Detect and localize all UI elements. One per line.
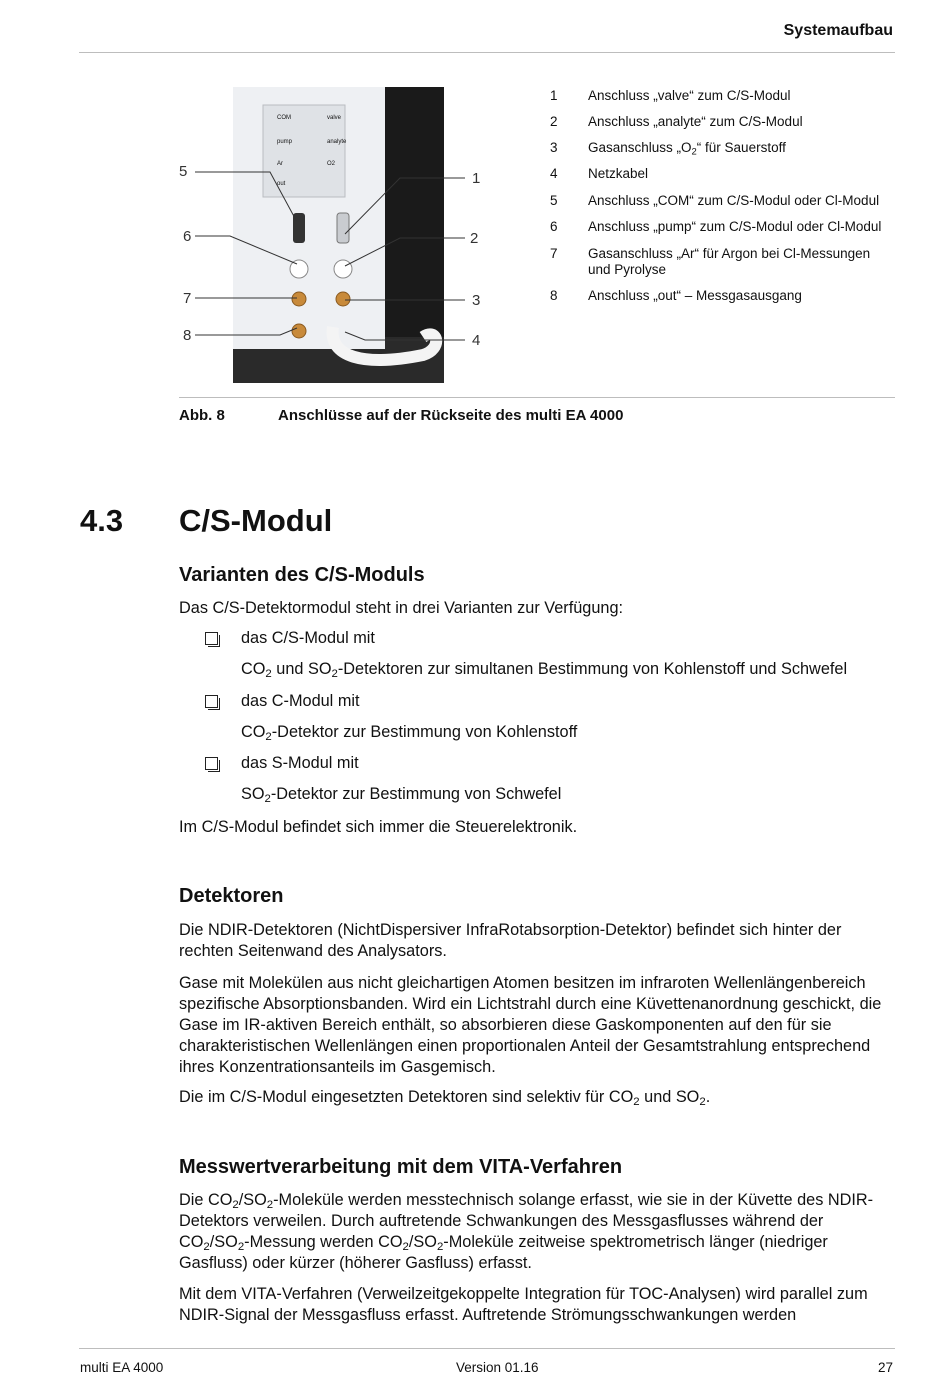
list-item-detail: $SO_2$-Detektor zur Bestimmung von Schwefel	[241, 785, 562, 805]
callout-2: 2	[470, 230, 479, 247]
legend-text: Anschluss „analyte“ zum C/S-Modul	[588, 114, 803, 129]
legend-text: Netzkabel	[588, 166, 649, 181]
subheading-vita: Messwertverarbeitung mit dem VITA-Verfahren	[179, 1156, 623, 1178]
legend-num: 2	[550, 114, 558, 129]
legend-num: 1	[550, 88, 558, 103]
checkbox-bullet-icon	[205, 757, 218, 770]
legend-num: 7	[550, 246, 558, 261]
panel-label-analyte: analyte	[327, 139, 347, 145]
callout-5: 5	[179, 163, 188, 180]
legend-text: Gasanschluss $„O_2“$ für Sauerstoff	[588, 140, 786, 158]
paragraph: Das C/S-Detektormodul steht in drei Varianten zur Verfügung:	[179, 599, 624, 617]
header-rule	[79, 52, 895, 53]
legend-num: 6	[550, 219, 558, 234]
panel-label-ar: Ar	[277, 161, 283, 167]
callout-4: 4	[472, 332, 481, 349]
subheading-varianten: Varianten des C/S-Moduls	[179, 564, 425, 586]
callout-8: 8	[183, 327, 192, 344]
paragraph: Die NDIR-Detektoren (NichtDispersiver InfraRotabsorption-Detektor) befindet sich hinter der rechten Seitenwand des Analysators.	[179, 921, 842, 960]
caption-rule	[179, 397, 895, 398]
paragraph: Mit dem VITA-Verfahren (Verweilzeitgekoppelte Integration für TOC-Analysen) wird parallel zum NDIR-Signal der Messgasfluss erfasst. Auftretende Strömungsschwankungen werden	[179, 1285, 868, 1324]
panel-label-pump: pump	[277, 139, 293, 145]
figure-caption-label: Abb. 8	[179, 407, 225, 424]
panel-label-valve: valve	[327, 115, 342, 121]
legend-num: 3	[550, 140, 558, 155]
legend-text: Anschluss „COM“ zum C/S-Modul oder Cl-Modul	[588, 193, 880, 208]
panel-label-o2: O2	[327, 161, 336, 167]
footer-product: multi EA 4000	[80, 1360, 164, 1375]
list-item-title: das S-Modul mit	[241, 754, 359, 772]
legend-num: 5	[550, 193, 558, 208]
figure-caption: Anschlüsse auf der Rückseite des multi EA 4000	[278, 407, 624, 424]
paragraph: Gase mit Molekülen aus nicht gleichartigen Atomen besitzen im infraroten Wellenlängenbereich spezifische Absorptionsbanden. Wird ein Lichtstrahl durch eine Küvettenanordnung geschickt, die Gase im IR-aktiven Bereich enthält, so absorbieren diese Gaskomponenten auf den für sie charakteristischen Wellenlängen einen proportionalen Anteil der Gesamtstrahlung entsprechend ihres Konzentrationsanteils im Gasgemisch.	[179, 974, 882, 1076]
paragraph: Die $CO_2/SO_2$-Moleküle werden messtechnisch solange erfasst, wie sie in der Küvette des NDIR-Detektors verweilen. Durch auftretende Schwankungen des Messgasflusses während der $CO_2/SO_2$-Messung werden $CO_2/SO_2$-Moleküle zeitweise spektrometrisch länger (niedriger Gasfluss) oder kürzer (höherer Gasfluss) erfasst.	[179, 1191, 874, 1272]
footer-rule	[79, 1348, 895, 1349]
callout-6: 6	[183, 228, 192, 245]
checkbox-bullet-icon	[205, 695, 218, 708]
legend-text: Gasanschluss „Ar“ für Argon bei Cl-Messungen und Pyrolyse	[588, 246, 871, 277]
subheading-detektoren: Detektoren	[179, 885, 284, 907]
list-item-detail: $CO_2$-Detektor zur Bestimmung von Kohlenstoff	[241, 723, 578, 743]
list-item-title: das C-Modul mit	[241, 692, 360, 710]
page-number: 27	[877, 1360, 893, 1375]
running-header: Systemaufbau	[783, 22, 893, 39]
legend-text: Anschluss „valve“ zum C/S-Modul	[588, 88, 791, 103]
panel-label-out: out	[277, 181, 286, 187]
panel-label-com: COM	[277, 115, 291, 121]
paragraph: Die im C/S-Modul eingesetzten Detektoren sind selektiv für $CO_2$ und $SO_2$.	[179, 1088, 711, 1108]
section-number: 4.3	[80, 503, 124, 538]
callout-7: 7	[183, 290, 192, 307]
list-item-title: das C/S-Modul mit	[241, 629, 375, 647]
legend-text: Anschluss „out“ – Messgasausgang	[588, 288, 802, 303]
callout-1: 1	[472, 170, 481, 187]
section-title: C/S-Modul	[179, 503, 333, 538]
paragraph: Im C/S-Modul befindet sich immer die Steuerelektronik.	[179, 818, 578, 836]
legend-num: 4	[550, 166, 558, 181]
callout-lines	[170, 160, 490, 360]
footer-version: Version 01.16	[456, 1360, 539, 1375]
legend-num: 8	[550, 288, 558, 303]
callout-3: 3	[472, 292, 481, 309]
list-item-detail: $CO_2$ und $SO_2$-Detektoren zur simultanen Bestimmung von Kohlenstoff und Schwefel	[241, 660, 848, 680]
legend-text: Anschluss „pump“ zum C/S-Modul oder Cl-Modul	[588, 219, 882, 234]
checkbox-bullet-icon	[205, 632, 218, 645]
